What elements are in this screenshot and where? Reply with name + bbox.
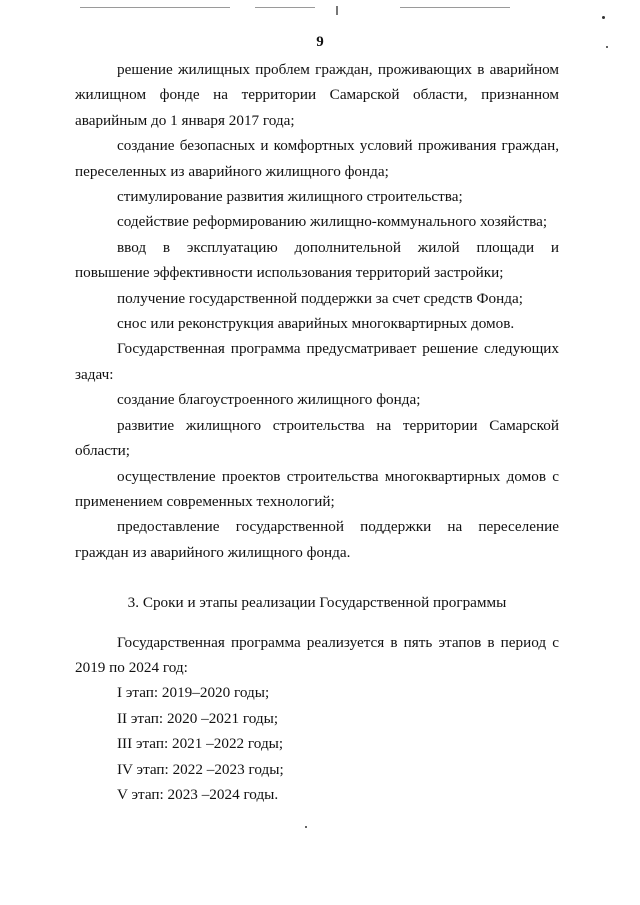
section-intro: Государственная программа реализуется в пять этапов в период с 2019 по 2024 год: bbox=[75, 633, 559, 676]
scan-artifact-line bbox=[80, 7, 230, 8]
paragraph: стимулирование развития жилищного строительства; bbox=[117, 188, 463, 206]
paragraph: снос или реконструкция аварийных многоквартирных домов. bbox=[117, 315, 515, 333]
paragraph: Государственная программа предусматривает решение следующих задач: bbox=[75, 340, 559, 383]
scan-artifact-tick bbox=[336, 6, 338, 15]
paragraph: осуществление проектов строительства многоквартирных домов с применением современных технологий; bbox=[75, 467, 559, 510]
paragraph: содействие реформированию жилищно-коммунального хозяйства; bbox=[117, 213, 548, 231]
scan-artifact-dot bbox=[602, 16, 605, 19]
stage-item: V этап: 2023 –2024 годы. bbox=[117, 785, 279, 803]
paragraph: создание безопасных и комфортных условий проживания граждан, переселенных из аварийного жилищного фонда; bbox=[75, 137, 559, 180]
paragraph: ввод в эксплуатацию дополнительной жилой площади и повышение эффективности использования территорий застройки; bbox=[75, 238, 559, 282]
page-number: 9 bbox=[316, 34, 324, 50]
stage-item: I этап: 2019–2020 годы; bbox=[117, 684, 270, 702]
stage-item: II этап: 2020 –2021 годы; bbox=[117, 709, 279, 727]
paragraph: развитие жилищного строительства на территории Самарской области; bbox=[75, 416, 559, 460]
section-heading: 3. Сроки и этапы реализации Государственной программы bbox=[127, 594, 507, 612]
stage-item: III этап: 2021 –2022 годы; bbox=[117, 735, 284, 753]
stage-item: IV этап: 2022 –2023 годы; bbox=[117, 760, 284, 778]
paragraph: решение жилищных проблем граждан, проживающих в аварийном жилищном фонде на территории Самарской области, признанном аварийным до 1 января 2017 года; bbox=[75, 61, 559, 129]
scan-artifact-line bbox=[400, 7, 510, 8]
scan-artifact-dot bbox=[305, 826, 307, 828]
paragraph: создание благоустроенного жилищного фонда; bbox=[117, 391, 421, 409]
scan-artifact-line bbox=[255, 7, 315, 8]
document-body bbox=[75, 57, 559, 807]
paragraph: получение государственной поддержки за счет средств Фонда; bbox=[117, 289, 523, 307]
paragraph: предоставление государственной поддержки на переселение граждан из аварийного жилищного фонда. bbox=[75, 518, 559, 561]
